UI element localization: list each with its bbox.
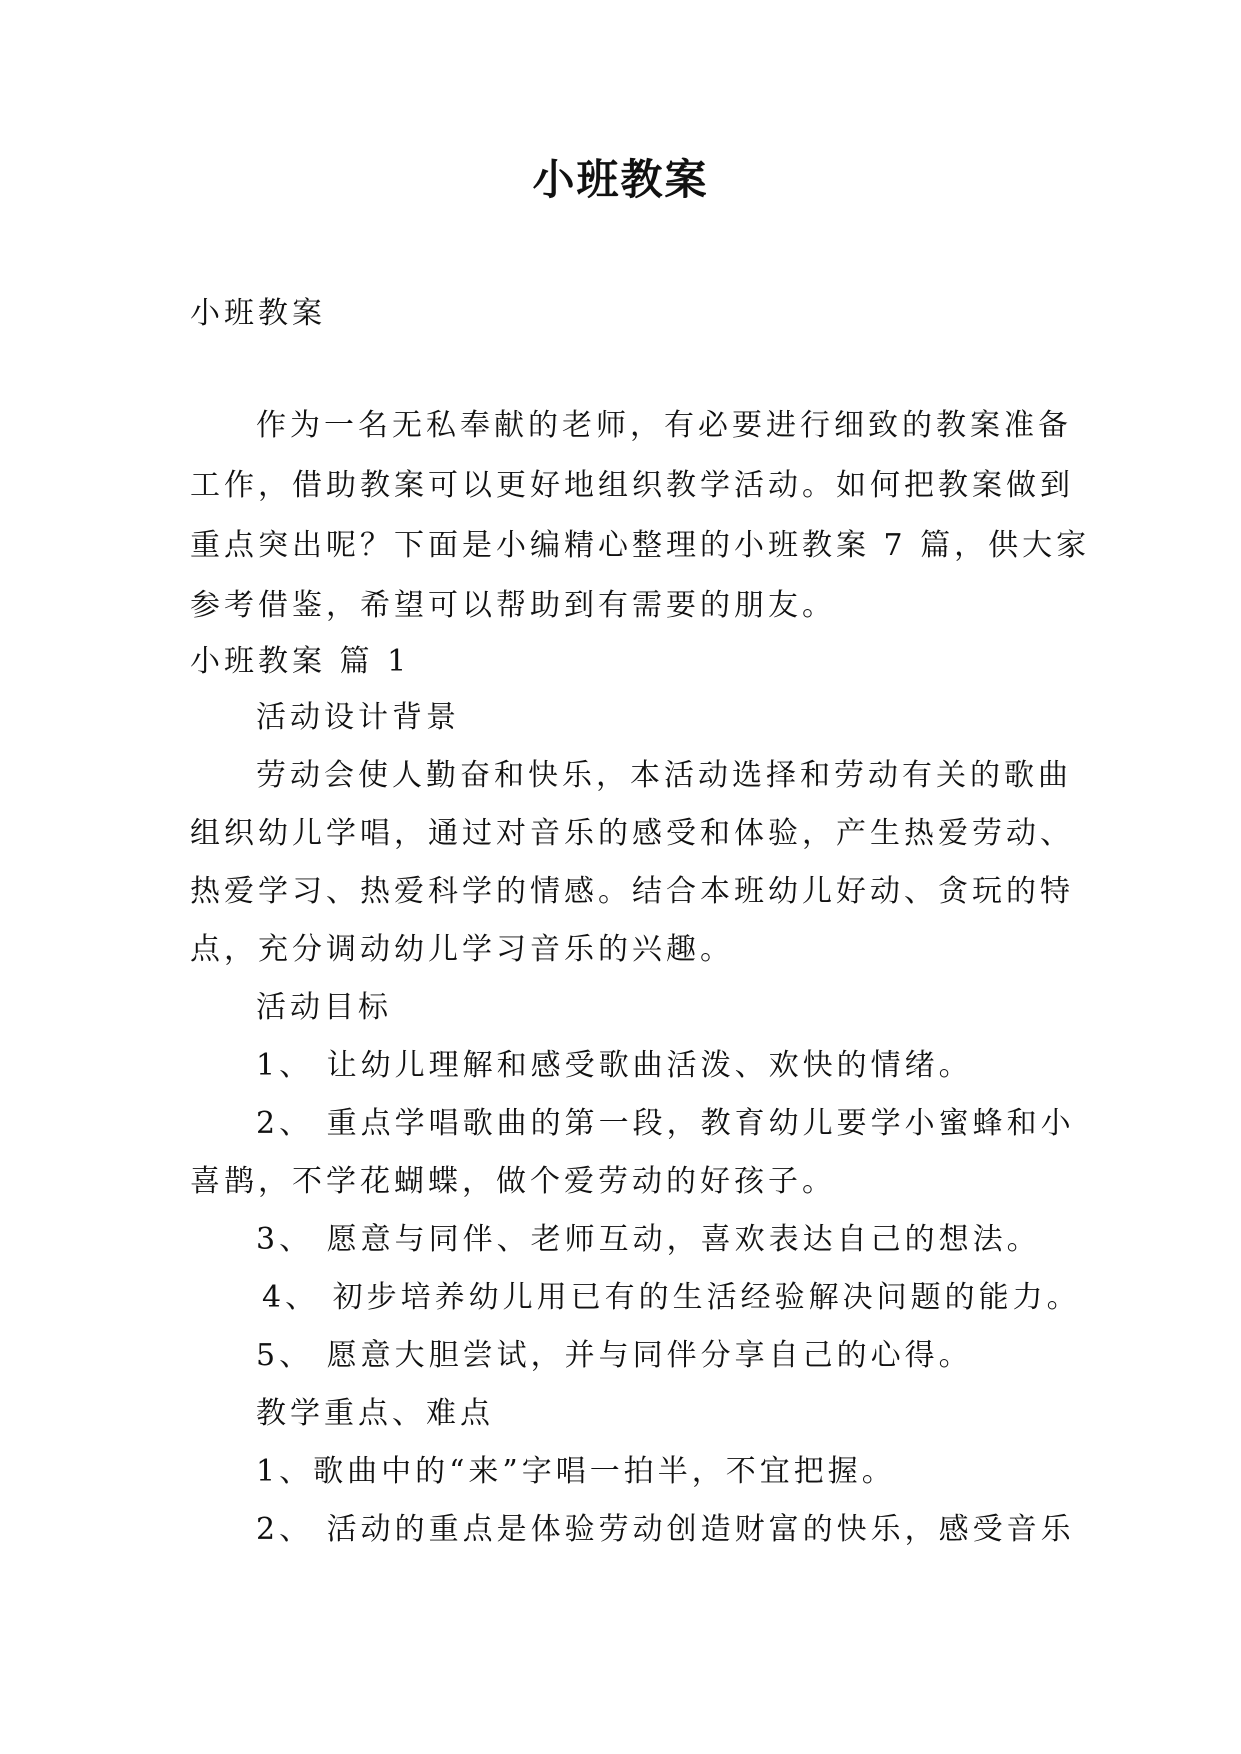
paragraph-line: 组织幼儿学唱，通过对音乐的感受和体验，产生热爱劳动、 bbox=[190, 816, 1074, 851]
list-item: 3、 愿意与同伴、老师互动，喜欢表达自己的想法。 bbox=[256, 1222, 1041, 1257]
list-item: 5、 愿意大胆尝试，并与同伴分享自己的心得。 bbox=[256, 1338, 973, 1373]
subsection-heading: 活动设计背景 bbox=[256, 700, 460, 735]
paragraph-line: 工作，借助教案可以更好地组织教学活动。如何把教案做到 bbox=[190, 468, 1074, 503]
list-item: 2、 活动的重点是体验劳动创造财富的快乐，感受音乐 bbox=[256, 1512, 1075, 1547]
paragraph-line: 重点突出呢？下面是小编精心整理的小班教案 7 篇，供大家 bbox=[190, 528, 1091, 563]
section-heading: 小班教案 篇 1 bbox=[190, 644, 411, 679]
document-title: 小班教案 bbox=[532, 155, 709, 204]
list-item: 2、 重点学唱歌曲的第一段，教育幼儿要学小蜜蜂和小 bbox=[256, 1106, 1075, 1141]
paragraph-line: 劳动会使人勤奋和快乐，本活动选择和劳动有关的歌曲 bbox=[256, 758, 1072, 793]
list-item-continuation: 喜鹊，不学花蝴蝶，做个爱劳动的好孩子。 bbox=[190, 1164, 836, 1199]
subsection-heading: 教学重点、难点 bbox=[256, 1396, 494, 1431]
list-item: 1、歌曲中的“来”字唱一拍半，不宜把握。 bbox=[256, 1454, 896, 1489]
paragraph-line: 点，充分调动幼儿学习音乐的兴趣。 bbox=[190, 932, 734, 967]
list-item: 1、 让幼儿理解和感受歌曲活泼、欢快的情绪。 bbox=[256, 1048, 973, 1083]
document-subtitle: 小班教案 bbox=[190, 296, 326, 331]
list-item: 4、 初步培养幼儿用已有的生活经验解决问题的能力。 bbox=[262, 1280, 1081, 1315]
paragraph-line: 作为一名无私奉献的老师，有必要进行细致的教案准备 bbox=[256, 408, 1072, 443]
paragraph-line: 热爱学习、热爱科学的情感。结合本班幼儿好动、贪玩的特 bbox=[190, 874, 1074, 909]
paragraph-line: 参考借鉴，希望可以帮助到有需要的朋友。 bbox=[190, 588, 836, 623]
subsection-heading: 活动目标 bbox=[256, 990, 392, 1025]
